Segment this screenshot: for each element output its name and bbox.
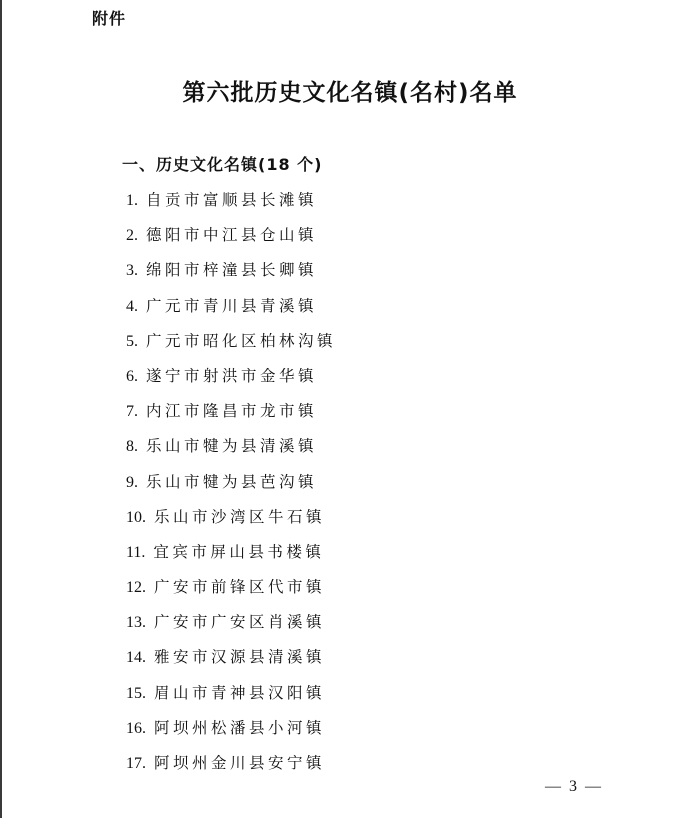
list-item <box>126 223 336 258</box>
item-number: 7. <box>126 403 138 421</box>
item-name: 广元市昭化区柏林沟镇 <box>146 331 337 350</box>
list-item <box>126 610 336 645</box>
list-item <box>126 294 336 329</box>
list-item <box>126 505 336 540</box>
item-name: 阿坝州松潘县小河镇 <box>154 718 326 737</box>
item-number: 4. <box>126 297 138 315</box>
page-left-border <box>0 0 2 818</box>
item-name: 广安市广安区肖溪镇 <box>154 613 326 632</box>
item-number: 6. <box>126 367 138 385</box>
list-item <box>126 364 336 399</box>
list-item <box>126 258 336 293</box>
list-item <box>126 399 336 434</box>
item-name: 内江市隆昌市龙市镇 <box>146 402 318 421</box>
item-number: 9. <box>126 473 138 491</box>
list-item <box>126 716 336 751</box>
list-item <box>126 188 336 223</box>
item-name: 遂宁市射洪市金华镇 <box>146 366 318 385</box>
item-number: 5. <box>126 332 138 350</box>
item-number: 3. <box>126 262 138 280</box>
item-name: 眉山市青神县汉阳镇 <box>154 683 326 702</box>
item-name: 阿坝州金川县安宁镇 <box>154 754 326 772</box>
document-title: 第六批历史文化名镇(名村)名单 <box>182 80 518 106</box>
item-number: 8. <box>126 438 138 456</box>
list-item <box>126 645 336 680</box>
item-name: 广安市前锋区代市镇 <box>154 578 326 597</box>
item-name: 自贡市富顺县长滩镇 <box>146 191 318 209</box>
list-item <box>126 575 336 610</box>
item-number: 1. <box>126 192 138 209</box>
list-item <box>126 434 336 469</box>
item-number: 13. <box>126 614 146 632</box>
section-heading: 一、历史文化名镇(18 个) <box>122 155 323 174</box>
item-number: 16. <box>126 719 146 737</box>
item-name: 德阳市中江县仓山镇 <box>146 226 318 245</box>
item-name: 乐山市犍为县芭沟镇 <box>146 472 318 491</box>
attachment-label: 附件 <box>92 9 127 28</box>
item-number: 10. <box>126 508 146 526</box>
list-item <box>126 540 336 575</box>
list-item <box>126 470 336 505</box>
item-number: 17. <box>126 755 146 772</box>
item-number: 15. <box>126 684 146 702</box>
item-name: 乐山市犍为县清溪镇 <box>146 437 318 456</box>
list-item <box>126 681 336 716</box>
item-number: 2. <box>126 227 138 245</box>
item-name: 广元市青川县青溪镇 <box>146 296 318 315</box>
item-number: 12. <box>126 579 146 597</box>
item-name: 绵阳市梓潼县长卿镇 <box>146 261 318 280</box>
list-item <box>126 329 336 364</box>
page-number: — 3 — <box>545 778 603 795</box>
item-name: 宜宾市屏山县书楼镇 <box>153 542 325 561</box>
list-item <box>126 751 336 786</box>
item-number: 11. <box>126 543 146 561</box>
item-name: 雅安市汉源县清溪镇 <box>154 648 326 667</box>
item-name: 乐山市沙湾区牛石镇 <box>154 507 326 526</box>
town-list <box>126 188 336 786</box>
item-number: 14. <box>126 649 146 667</box>
